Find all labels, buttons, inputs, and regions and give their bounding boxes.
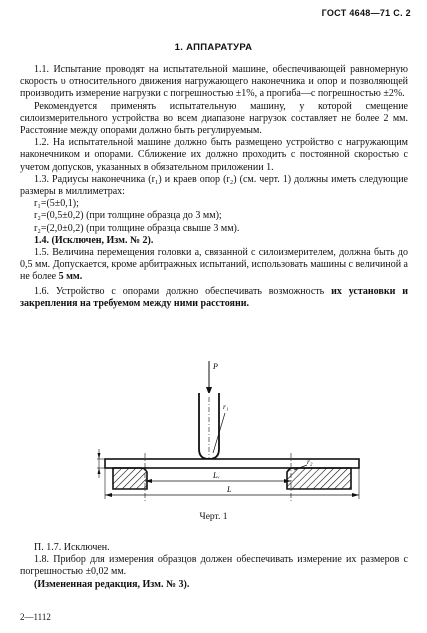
page-folio: 2—1112 — [20, 612, 51, 622]
paragraph-1-6-bold: их установки и закрепления на требуемом между ними расстояни. — [20, 285, 408, 309]
note-1-8: (Измененная редакция, Изм. № 3). — [34, 578, 190, 590]
label-r1: r₁ — [223, 402, 229, 411]
figure-caption: Черт. 1 — [199, 512, 228, 522]
bottom-text — [20, 542, 408, 591]
left-support — [113, 468, 147, 489]
main-text — [20, 64, 408, 310]
paragraph-recommendation: Рекомендуется применять испытательную машину, у которой смещение силоизмерительного устройства во всем диапазоне нагрузок составляет не более 2 мм. Расстояние между опорами должно быть регулируемым. — [20, 100, 408, 137]
l-arrow-right — [352, 493, 359, 497]
section-title: 1. АППАРАТУРА — [174, 42, 253, 53]
dimension-r1: r₁=(5±0,1); — [34, 198, 79, 210]
paragraph-1-2: 1.2. На испытательной машине должно быть размещено устройство с нагружающим наконечником и опорами. Сближение их должно проходить с постоянной скоростью с учетом допусков, указанных в обязательном приложении 1. — [20, 137, 408, 173]
paragraph-1-5-bold: 5 мм. — [58, 271, 83, 283]
paragraph-1-8: 1.8. Прибор для измерения образцов должен обеспечивать измерение их размеров с погрешностью ±0,02 мм. — [20, 554, 408, 578]
label-lv: Lᵥ — [213, 471, 220, 480]
paragraph-1-7: П. 1.7. Исключен. — [34, 542, 110, 553]
h-arrow-bottom — [98, 468, 101, 474]
paragraph-1-3: 1.3. Радиусы наконечника (r₁) и краев опор (r₂) (см. черт. 1) должны иметь следующие размеры в миллиметрах: — [20, 173, 408, 198]
label-load-p: P — [213, 362, 218, 371]
paragraph-1-1: 1.1. Испытание проводят на испытательной машине, обеспечивающей равномерную скорость υ относительного движения нагружающего наконечника и опор и позволяющей производить измерение нагрузки с погрешностью ±1%, а прогиба—с погрешностью ±2%. — [20, 64, 408, 100]
specimen — [105, 459, 359, 468]
paragraph-1-5 — [20, 247, 408, 284]
label-r2: r₂ — [307, 457, 313, 466]
dimension-r2-thick: r₂=(2,0±0,2) (при толщине образца свыше 3 мм). — [34, 222, 240, 234]
page-header: ГОСТ 4648—71 С. 2 — [321, 8, 411, 18]
paragraph-1-6 — [20, 286, 408, 310]
l-arrow-left — [105, 493, 112, 497]
label-l: L — [227, 485, 232, 494]
figure-bending-test-setup — [95, 353, 385, 503]
note-1-4: 1.4. (Исключен, Изм. № 2). — [34, 234, 154, 246]
paragraph-1-6-text: 1.6. Устройство с опорами должно обеспечивать возможность — [34, 285, 332, 297]
right-support — [287, 468, 351, 489]
dimension-r2-thin: r₂=(0,5±0,2) (при толщине образца до 3 мм); — [34, 210, 222, 222]
paragraph-1-5-text: 1.5. Величина перемещения головки а, связанной с силоизмерителем, должна быть до 0,5 мм. Допускается, кроме арбитражных испытаний, использовать машины с величиной а не более — [20, 247, 408, 283]
h-arrow-top — [98, 453, 101, 459]
